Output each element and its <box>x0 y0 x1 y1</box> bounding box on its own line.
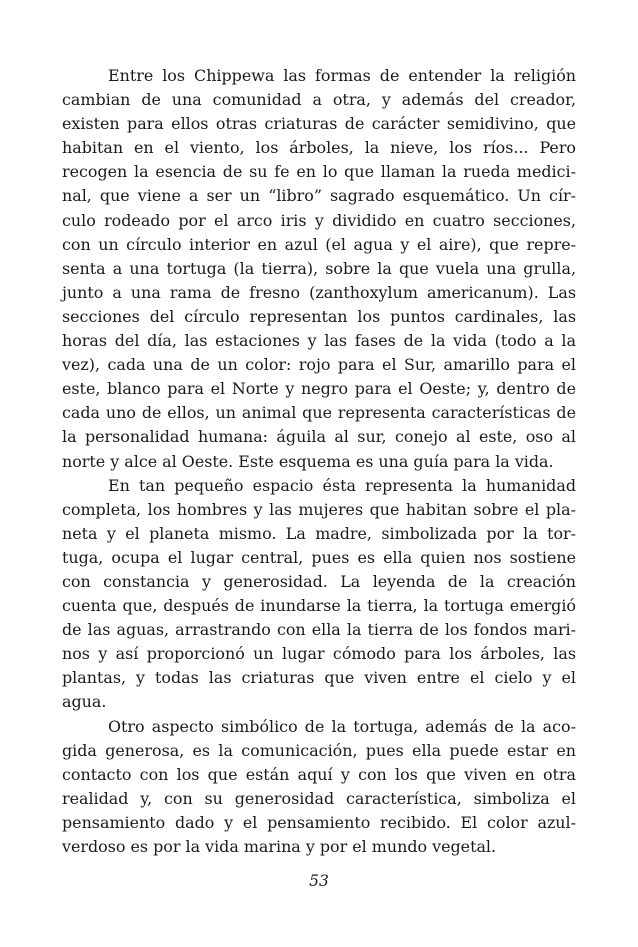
text-line: junto a una rama de fresno (zanthoxylum americanum). Las <box>62 282 576 302</box>
text-line: con constancia y generosidad. La leyenda de la creación <box>62 571 576 591</box>
text-line: agua. <box>62 692 107 712</box>
text-line: norte y alce al Oeste. Este esquema es una guía para la vida. <box>62 451 554 471</box>
text-line: neta y el planeta mismo. La madre, simbolizada por la tor- <box>62 523 576 543</box>
text-line: culo rodeado por el arco iris y dividido en cuatro secciones, <box>62 210 576 230</box>
text-line: tuga, ocupa el lugar central, pues es ella quien nos sostiene <box>62 547 576 567</box>
paragraph-2 <box>62 474 576 715</box>
text-line: plantas, y todas las criaturas que viven entre el cielo y el <box>62 668 576 688</box>
text-line: realidad y, con su generosidad característica, simboliza el <box>62 788 576 808</box>
text-line: horas del día, las estaciones y las fases de la vida (todo a la <box>62 331 576 351</box>
text-line: habitan en el viento, los árboles, la nieve, los ríos... Pero <box>62 138 576 158</box>
text-line: senta a una tortuga (la tierra), sobre la que vuela una grulla, <box>62 258 576 278</box>
paragraph-3 <box>62 715 576 860</box>
text-line: contacto con los que están aquí y con los que viven en otra <box>62 764 576 784</box>
page-number: 53 <box>309 872 329 890</box>
text-line: cambian de una comunidad a otra, y además del creador, <box>62 90 576 110</box>
text-line: con un círculo interior en azul (el agua y el aire), que repre- <box>62 234 576 254</box>
text-line: este, blanco para el Norte y negro para el Oeste; y, dentro de <box>62 379 576 399</box>
text-line: de las aguas, arrastrando con ella la tierra de los fondos mari- <box>62 620 576 640</box>
text-line: gida generosa, es la comunicación, pues ella puede estar en <box>62 740 576 760</box>
text-line: la personalidad humana: águila al sur, conejo al este, oso al <box>62 427 576 447</box>
text-line: cada uno de ellos, un animal que representa características de <box>62 403 576 423</box>
text-line: cuenta que, después de inundarse la tierra, la tortuga emergió <box>62 596 576 616</box>
text-line: Entre los Chippewa las formas de entender la religión <box>108 66 576 85</box>
text-line: recogen la esencia de su fe en lo que llaman la rueda medici- <box>62 162 576 182</box>
text-line: nos y así proporcionó un lugar cómodo para los árboles, las <box>62 644 576 664</box>
text-line: nal, que viene a ser un “libro” sagrado esquemático. Un cír- <box>62 186 576 206</box>
text-line: verdoso es por la vida marina y por el mundo vegetal. <box>62 837 497 856</box>
text-line: existen para ellos otras criaturas de carácter semidivino, que <box>62 114 576 134</box>
page-body <box>62 64 576 859</box>
text-line: En tan pequeño espacio ésta representa la humanidad <box>108 475 576 495</box>
text-line: completa, los hombres y las mujeres que habitan sobre el pla- <box>62 499 576 519</box>
text-line: Otro aspecto simbólico de la tortuga, además de la aco- <box>108 716 576 736</box>
paragraph-1 <box>62 64 576 474</box>
text-line: secciones del círculo representan los puntos cardinales, las <box>62 306 576 326</box>
text-line: vez), cada una de un color: rojo para el Sur, amarillo para el <box>62 355 576 375</box>
text-line: pensamiento dado y el pensamiento recibido. El color azul- <box>62 812 576 832</box>
